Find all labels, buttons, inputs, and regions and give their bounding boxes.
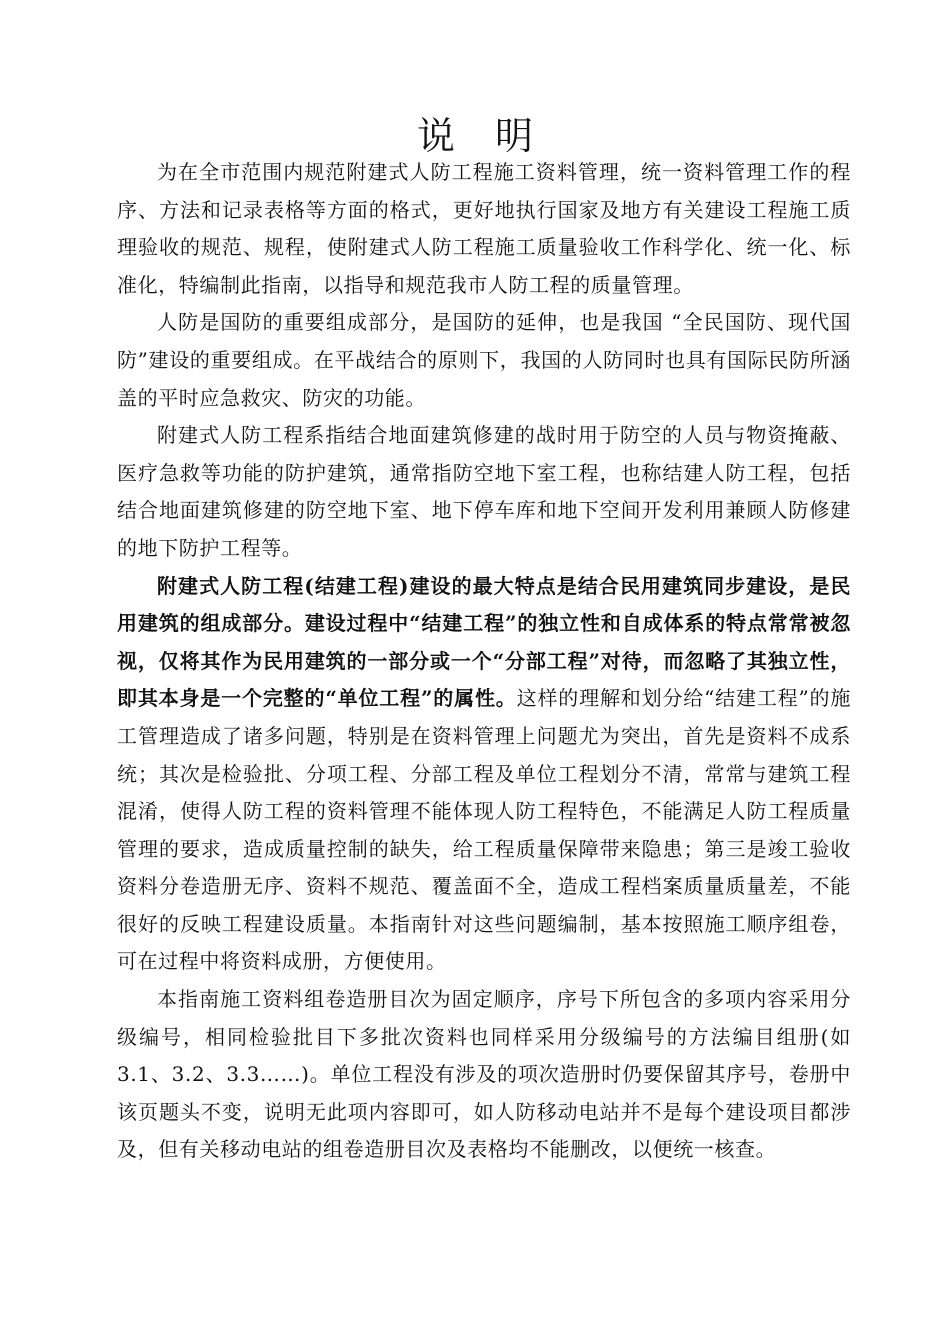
paragraph-civil-defense: 人防是国防的重要组成部分，是国防的延伸，也是我国 “全民国防、现代国防”建设的重要组成。在平战结合的原则下，我国的人防同时也具有国际民防所涵盖的平时应急救灾、防灾的功能。	[117, 310, 851, 410]
paragraph-definition: 附建式人防工程系指结合地面建筑修建的战时用于防空的人员与物资掩蔽、医疗急救等功能的防护建筑，通常指防空地下室工程，也称结建人防工程，包括结合地面建筑修建的防空地下室、地下停车库和地下空间开发利用兼顾人防修建的地下防护工程等。	[117, 423, 851, 560]
paragraph-characteristics-emphasis: 附建式人防工程(结建工程)建设的最大特点是结合民用建筑同步建设，是民用建筑的组成部分。建设过程中“结建工程”的独立性和自成体系的特点常常被忽视，仅将其作为民用建筑的一部分或一个“分部工程”对待，而忽略了其独立性，即其本身是一个完整的“单位工程”的属性。	[117, 573, 851, 711]
paragraph-purpose: 为在全市范围内规范附建式人防工程施工资料管理，统一资料管理工作的程序、方法和记录表格等方面的格式，更好地执行国家及地方有关建设工程施工质理验收的规范、规程，使附建式人防工程施工质量验收工作科学化、统一化、标准化，特编制此指南，以指导和规范我市人防工程的质量管理。	[117, 160, 851, 297]
paragraph-characteristics	[117, 568, 851, 982]
paragraph-characteristics-text: 这样的理解和划分给“结建工程”的施工管理造成了诸多问题，特别是在资料管理上问题尤为突出，首先是资料不成系统；其次是检验批、分项工程、分部工程及单位工程划分不清，常常与建筑工程混淆，使得人防工程的资料管理不能体现人防工程特色，不能满足人防工程质量管理的要求，造成质量控制的缺失，给工程质量保障带来隐患；第三是竣工验收资料分卷造册无序、资料不规范、覆盖面不全，造成工程档案质量质量差，不能很好的反映工程建设质量。本指南针对这些问题编制，基本按照施工顺序组卷，可在过程中将资料成册，方便使用。	[117, 686, 851, 974]
page-title: 说明	[416, 114, 573, 158]
paragraph-volume-order: 本指南施工资料组卷造册目次为固定顺序，序号下所包含的多项内容采用分级编号，相同检验批目下多批次资料也同样采用分级编号的方法编目组册(如3.1、3.2、3.3……)。单位工程没有涉及的项次造册时仍要保留其序号，卷册中该页题头不变，说明无此项内容即可，如人防移动电站并不是每个建设项目都涉及，但有关移动电站的组卷造册目次及表格均不能删改，以便统一核查。	[117, 987, 851, 1162]
document-body	[117, 154, 851, 1169]
